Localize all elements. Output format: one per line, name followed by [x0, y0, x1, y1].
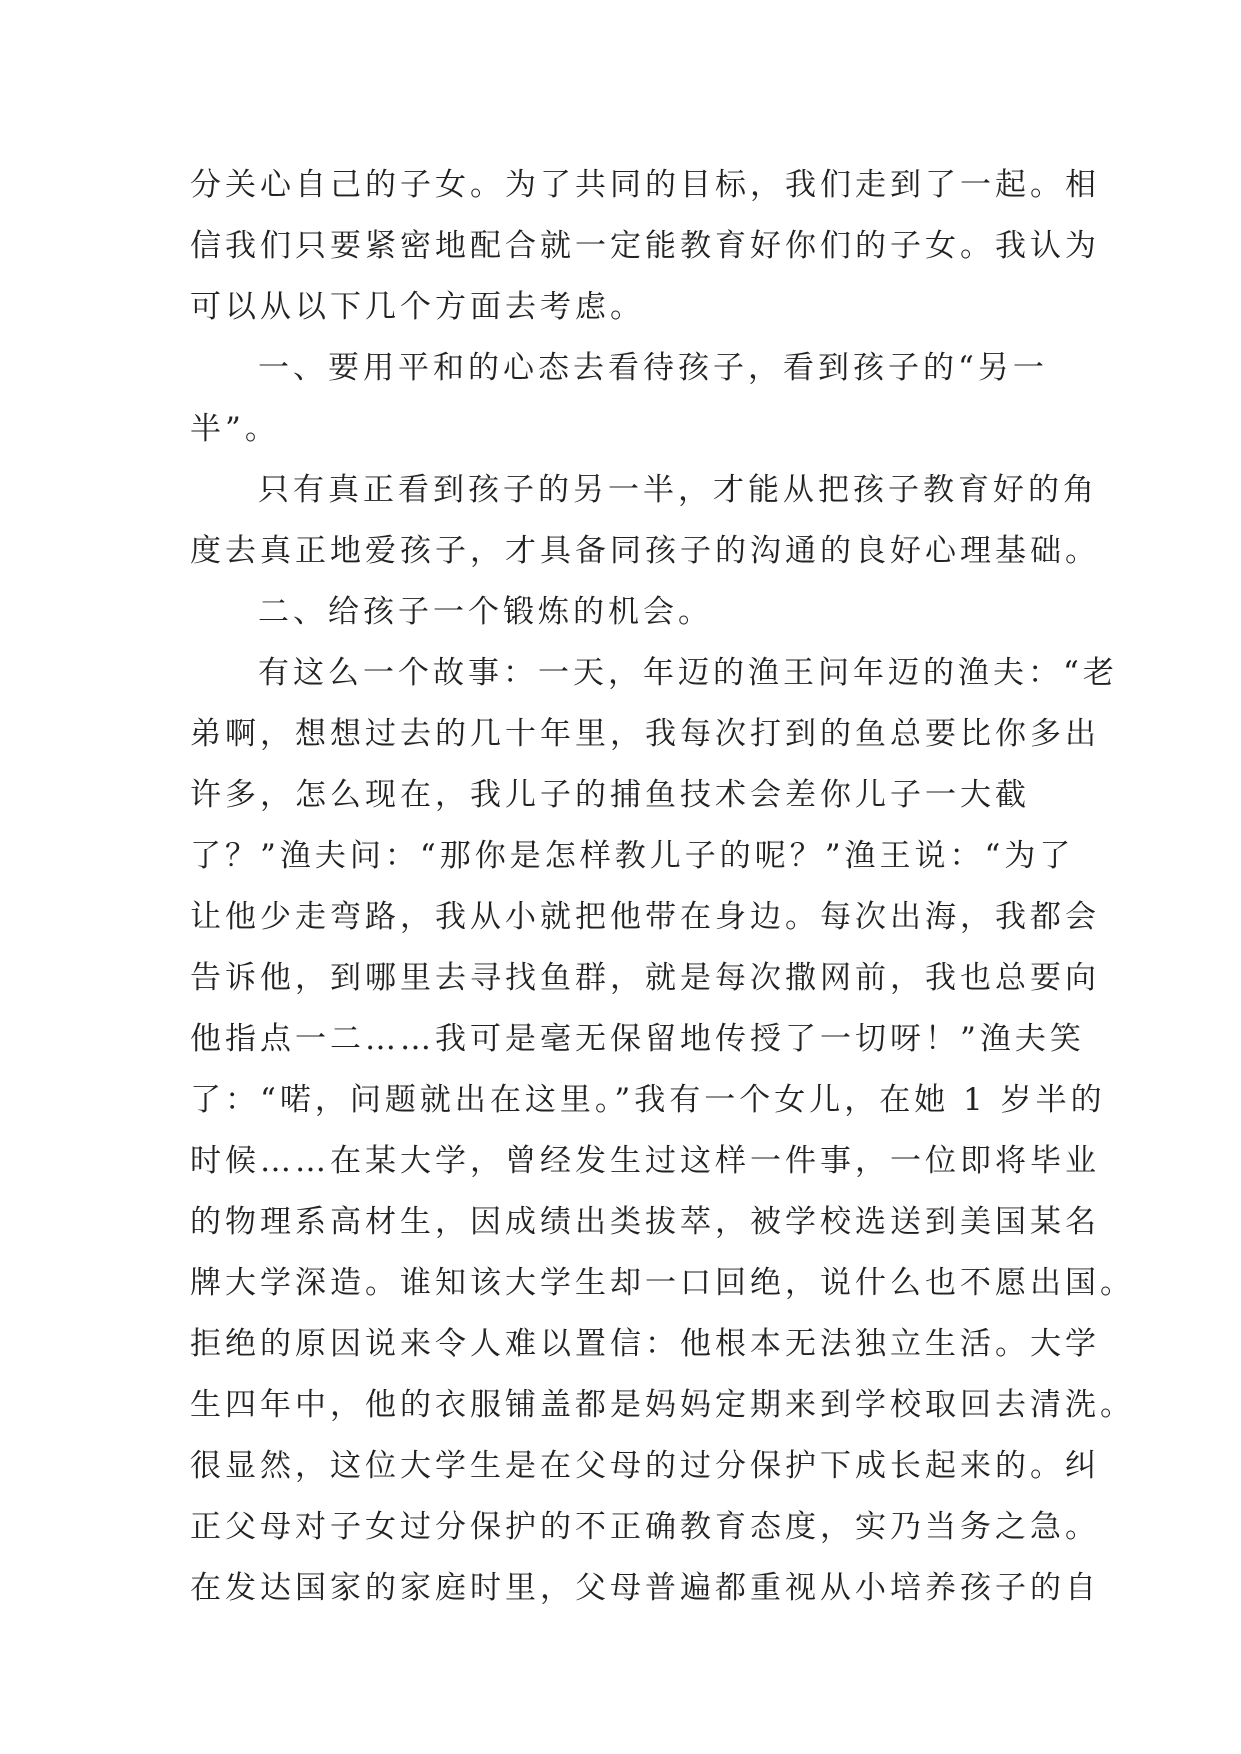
text-line-6: 只有真正看到孩子的另一半，才能从把孩子教育好的角 — [258, 472, 1098, 508]
text-line-11: 许多，怎么现在，我儿子的捕鱼技术会差你儿子一大截 — [190, 777, 1030, 813]
text-line-13: 让他少走弯路，我从小就把他带在身边。每次出海，我都会 — [190, 899, 1100, 935]
text-line-20: 拒绝的原因说来令人难以置信：他根本无法独立生活。大学 — [190, 1326, 1100, 1362]
text-line-10: 弟啊，想想过去的几十年里，我每次打到的鱼总要比你多出 — [190, 716, 1100, 752]
text-line-19: 牌大学深造。谁知该大学生却一口回绝，说什么也不愿出国。 — [190, 1265, 1135, 1301]
text-line-23: 正父母对子女过分保护的不正确教育态度，实乃当务之急。 — [190, 1509, 1100, 1545]
text-line-17: 时候……在某大学，曾经发生过这样一件事，一位即将毕业 — [190, 1143, 1100, 1179]
text-line-22: 很显然，这位大学生是在父母的过分保护下成长起来的。纠 — [190, 1448, 1100, 1484]
text-line-21: 生四年中，他的衣服铺盖都是妈妈定期来到学校取回去清洗。 — [190, 1387, 1135, 1423]
text-line-24: 在发达国家的家庭时里，父母普遍都重视从小培养孩子的自 — [190, 1570, 1100, 1606]
section-heading-2: 二、给孩子一个锻炼的机会。 — [258, 594, 713, 630]
text-line-5: 半”。 — [190, 411, 280, 447]
text-line-3: 可以从以下几个方面去考虑。 — [190, 289, 645, 325]
text-line-12: 了？”渔夫问：“那你是怎样教儿子的呢？”渔王说：“为了 — [190, 838, 1075, 874]
text-line-15: 他指点一二……我可是毫无保留地传授了一切呀！”渔夫笑 — [190, 1021, 1085, 1057]
text-line-16: 了：“喏，问题就出在这里。”我有一个女儿，在她 1 岁半的 — [190, 1082, 1106, 1118]
text-line-1: 分关心自己的子女。为了共同的目标，我们走到了一起。相 — [190, 167, 1100, 203]
text-line-18: 的物理系高材生，因成绩出类拔萃，被学校选送到美国某名 — [190, 1204, 1100, 1240]
text-line-9: 有这么一个故事：一天，年迈的渔王问年迈的渔夫：“老 — [258, 655, 1118, 691]
text-line-14: 告诉他，到哪里去寻找鱼群，就是每次撒网前，我也总要向 — [190, 960, 1100, 996]
text-line-7: 度去真正地爱孩子，才具备同孩子的沟通的良好心理基础。 — [190, 533, 1100, 569]
section-heading-1: 一、要用平和的心态去看待孩子，看到孩子的“另一 — [258, 350, 1048, 386]
body-text — [190, 155, 1135, 1619]
text-line-2: 信我们只要紧密地配合就一定能教育好你们的子女。我认为 — [190, 228, 1100, 264]
